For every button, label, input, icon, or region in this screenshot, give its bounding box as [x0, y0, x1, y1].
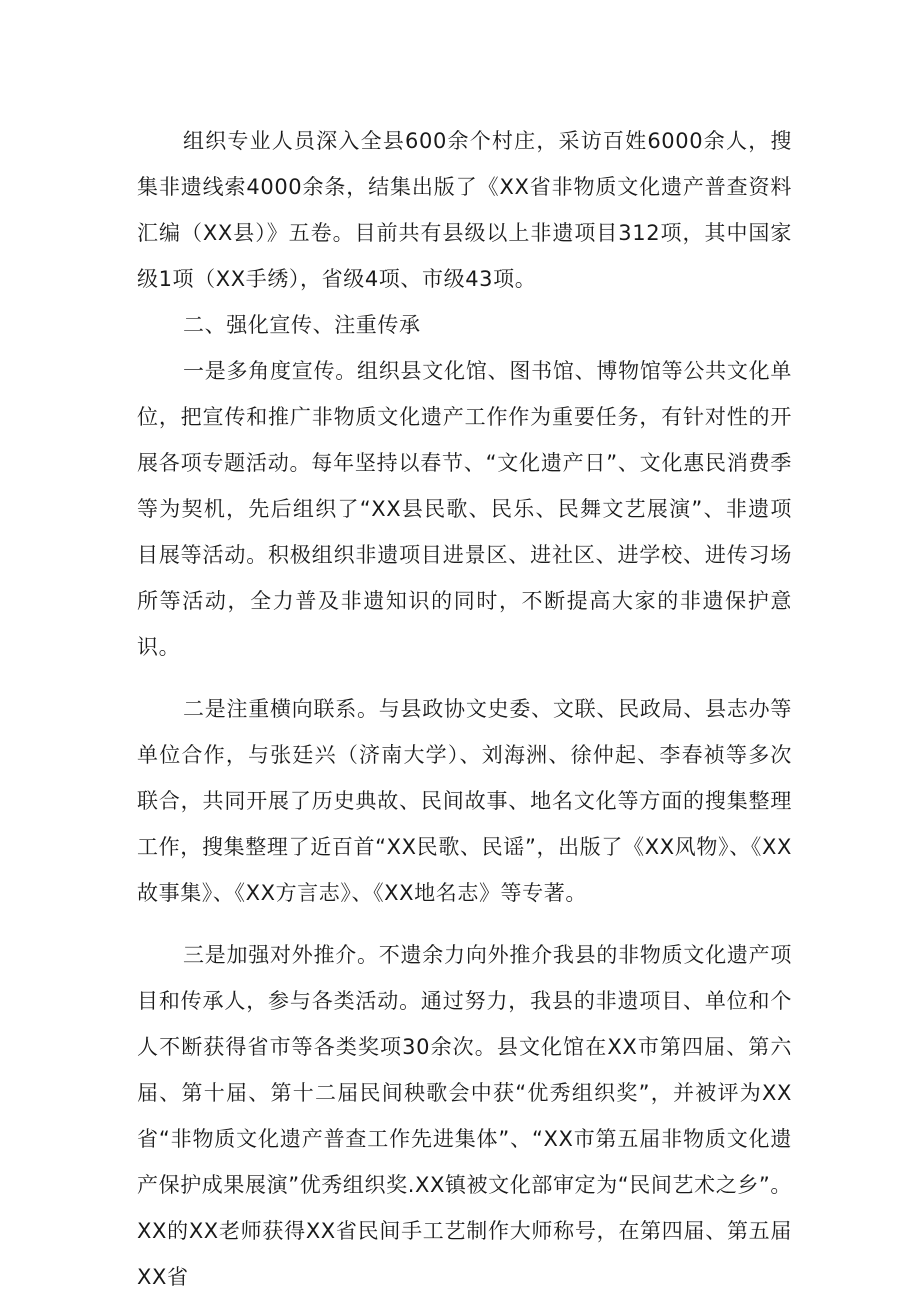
document-body	[137, 118, 792, 1300]
paragraph-horizontal-cooperation: 二是注重横向联系。与县政协文史委、文联、民政局、县志办等单位合作，与张廷兴（济南大学）、刘海洲、徐仲起、李春祯等多次联合，共同开展了历史典故、民间故事、地名文化等方面的搜集整理工作，搜集整理了近百首“XX民歌、民谣”，出版了《XX风物》、《XX故事集》、《XX方言志》、《XX地名志》等专著。	[137, 697, 792, 905]
paragraph-external-promotion: 三是加强对外推介。不遗余力向外推介我县的非物质文化遗产项目和传承人，参与各类活动。通过努力，我县的非遗项目、单位和个人不断获得省市等各类奖项30余次。县文化馆在XX市第四届、第六届、第十届、第十二届民间秧歌会中获“优秀组织奖”，并被评为XX省“非物质文化遗产普查工作先进集体”、“XX市第五届非物质文化遗产保护成果展演”优秀组织奖.XX镇被文化部审定为“民间艺术之乡”。XX的XX老师获得XX省民间手工艺制作大师称号，在第四届、第五届XX省	[137, 943, 792, 1289]
section-heading-promotion: 二、强化宣传、注重传承	[183, 313, 421, 337]
paragraph-census-results: 组织专业人员深入全县600余个村庄，采访百姓6000余人，搜集非遗线索4000余条，结集出版了《XX省非物质文化遗产普查资料汇编（XX县）》五卷。目前共有县级以上非遗项目312项，其中国家级1项（XX手绣），省级4项、市级43项。	[137, 129, 792, 291]
paragraph-multi-angle-promotion: 一是多角度宣传。组织县文化馆、图书馆、博物馆等公共文化单位，把宣传和推广非物质文化遗产工作作为重要任务，有针对性的开展各项专题活动。每年坚持以春节、“文化遗产日”、文化惠民消费季等为契机，先后组织了“XX县民歌、民乐、民舞文艺展演”、非遗项目展等活动。积极组织非遗项目进景区、进社区、进学校、进传习场所等活动，全力普及非遗知识的同时，不断提高大家的非遗保护意识。	[137, 359, 792, 659]
